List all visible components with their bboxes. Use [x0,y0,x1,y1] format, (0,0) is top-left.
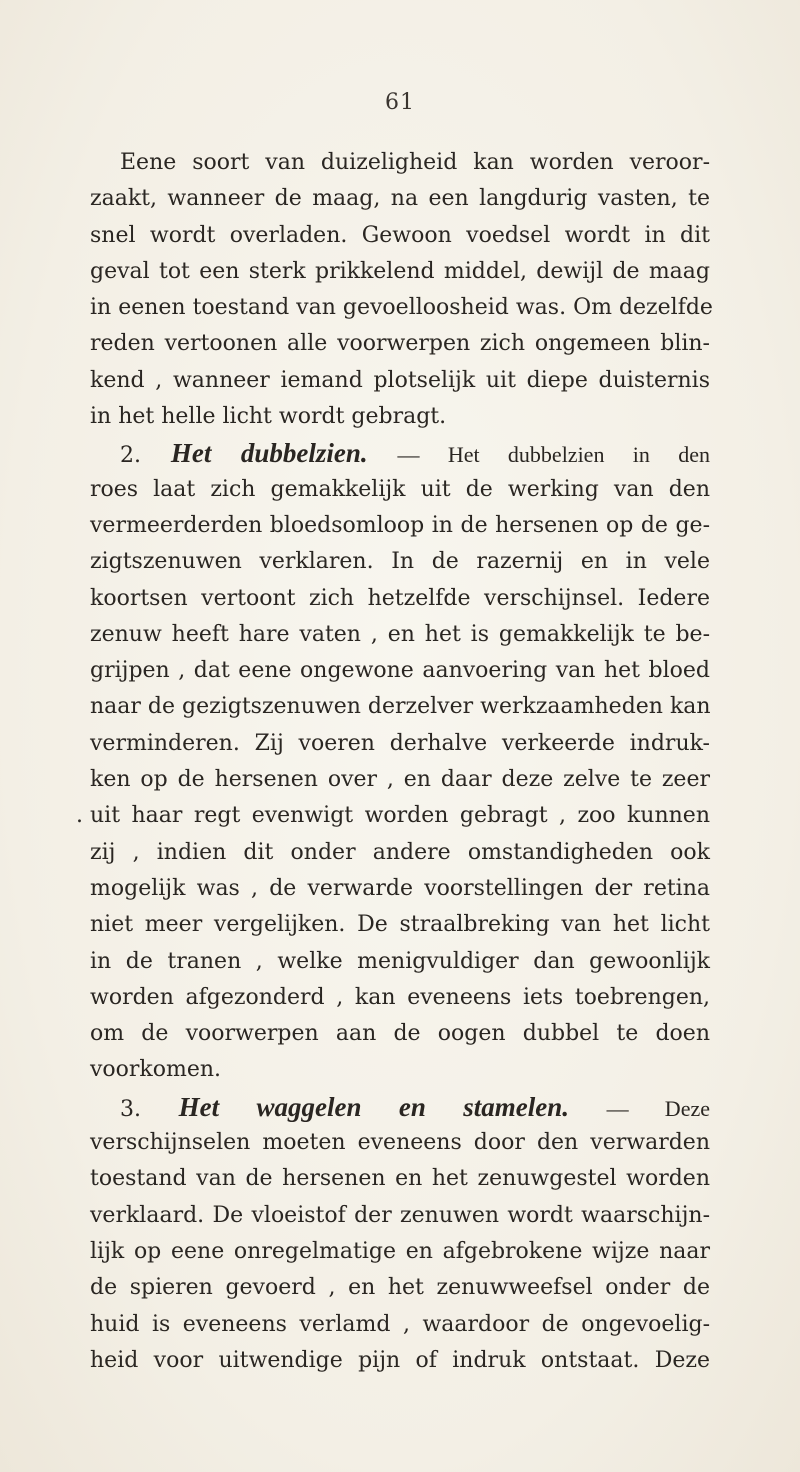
text-line: ken op de hersenen over , en daar deze zelve te zeer [90,767,710,793]
section-heading-line [90,1089,710,1125]
section-lead: — Het dubbelzien in den [397,442,710,468]
stray-mark: . [76,803,83,829]
text-line-content: uit haar regt evenwigt worden gebragt , zoo kunnen [90,803,710,829]
text-line: grijpen , dat eene ongewone aanvoering van het bloed [90,658,710,684]
text-line: heid voor uitwendige pijn of indruk ontstaat. Deze [90,1347,710,1373]
section-number: 3. [120,1096,141,1122]
text-line: zigtszenuwen verklaren. In de razernij en in vele [90,549,710,575]
text-line: zaakt, wanneer de maag, na een langdurig vasten, te [90,186,710,212]
section-number: 2. [120,443,141,469]
text-line: kend , wanneer iemand plotselijk uit diepe duisternis [90,367,710,393]
text-line: koortsen vertoont zich hetzelfde verschijnsel. Iedere [90,585,710,611]
text-line: toestand van de hersenen en het zenuwgestel worden [90,1166,710,1192]
text-line: om de voorwerpen aan de oogen dubbel te doen [90,1021,710,1047]
text-line: geval tot een sterk prikkelend middel, dewijl de maag [90,258,710,284]
text-line: snel wordt overladen. Gewoon voedsel wordt in dit [90,222,710,248]
text-line: in eenen toestand van gevoelloosheid was. Om dezelfde [90,295,713,321]
section-title: Het dubbelzien. [170,438,368,469]
text-line: roes laat zich gemakkelijk uit de werking van den [90,476,710,502]
text-line: lijk op eene onregelmatige en afgebrokene wijze naar [90,1238,710,1264]
text-line: in de tranen , welke menigvuldiger dan gewoonlijk [90,948,710,974]
section-title: Het waggelen en stamelen. [178,1091,570,1122]
text-line: zij , indien dit onder andere omstandigheden ook [90,839,710,865]
text-line: voorkomen. [90,1057,222,1083]
body-text [76,145,713,1379]
text-line: in het helle licht wordt gebragt. [90,404,447,430]
text-line: naar de gezigtszenuwen derzelver werkzaamheden kan [90,694,711,720]
text-line: de spieren gevoerd , en het zenuwweefsel onder de [90,1275,710,1301]
text-line: verklaard. De vloeistof der zenuwen wordt waarschijn- [90,1202,710,1228]
text-line [76,798,710,834]
section-heading-line [90,435,710,471]
text-line: verminderen. Zij voeren derhalve verkeerde indruk- [90,730,710,756]
text-line: vermeerderden bloedsomloop in de hersenen op de ge- [90,512,710,538]
text-line: worden afgezonderd , kan eveneens iets toebrengen, [90,984,710,1010]
page-number: 61 [385,90,415,115]
text-line: reden vertoonen alle voorwerpen zich ongemeen blin- [90,331,710,357]
text-line: niet meer vergelijken. De straalbreking van het licht [90,912,710,938]
text-line: zenuw heeft hare vaten , en het is gemakkelijk te be- [90,621,710,647]
text-line: Eene soort van duizeligheid kan worden veroor- [120,150,710,175]
text-line: verschijnselen moeten eveneens door den verwarden [90,1130,710,1156]
text-line: huid is eveneens verlamd , waardoor de ongevoelig- [90,1311,710,1337]
section-lead: — Deze [606,1095,710,1121]
text-line: mogelijk was , de verwarde voorstellingen der retina [90,875,710,901]
